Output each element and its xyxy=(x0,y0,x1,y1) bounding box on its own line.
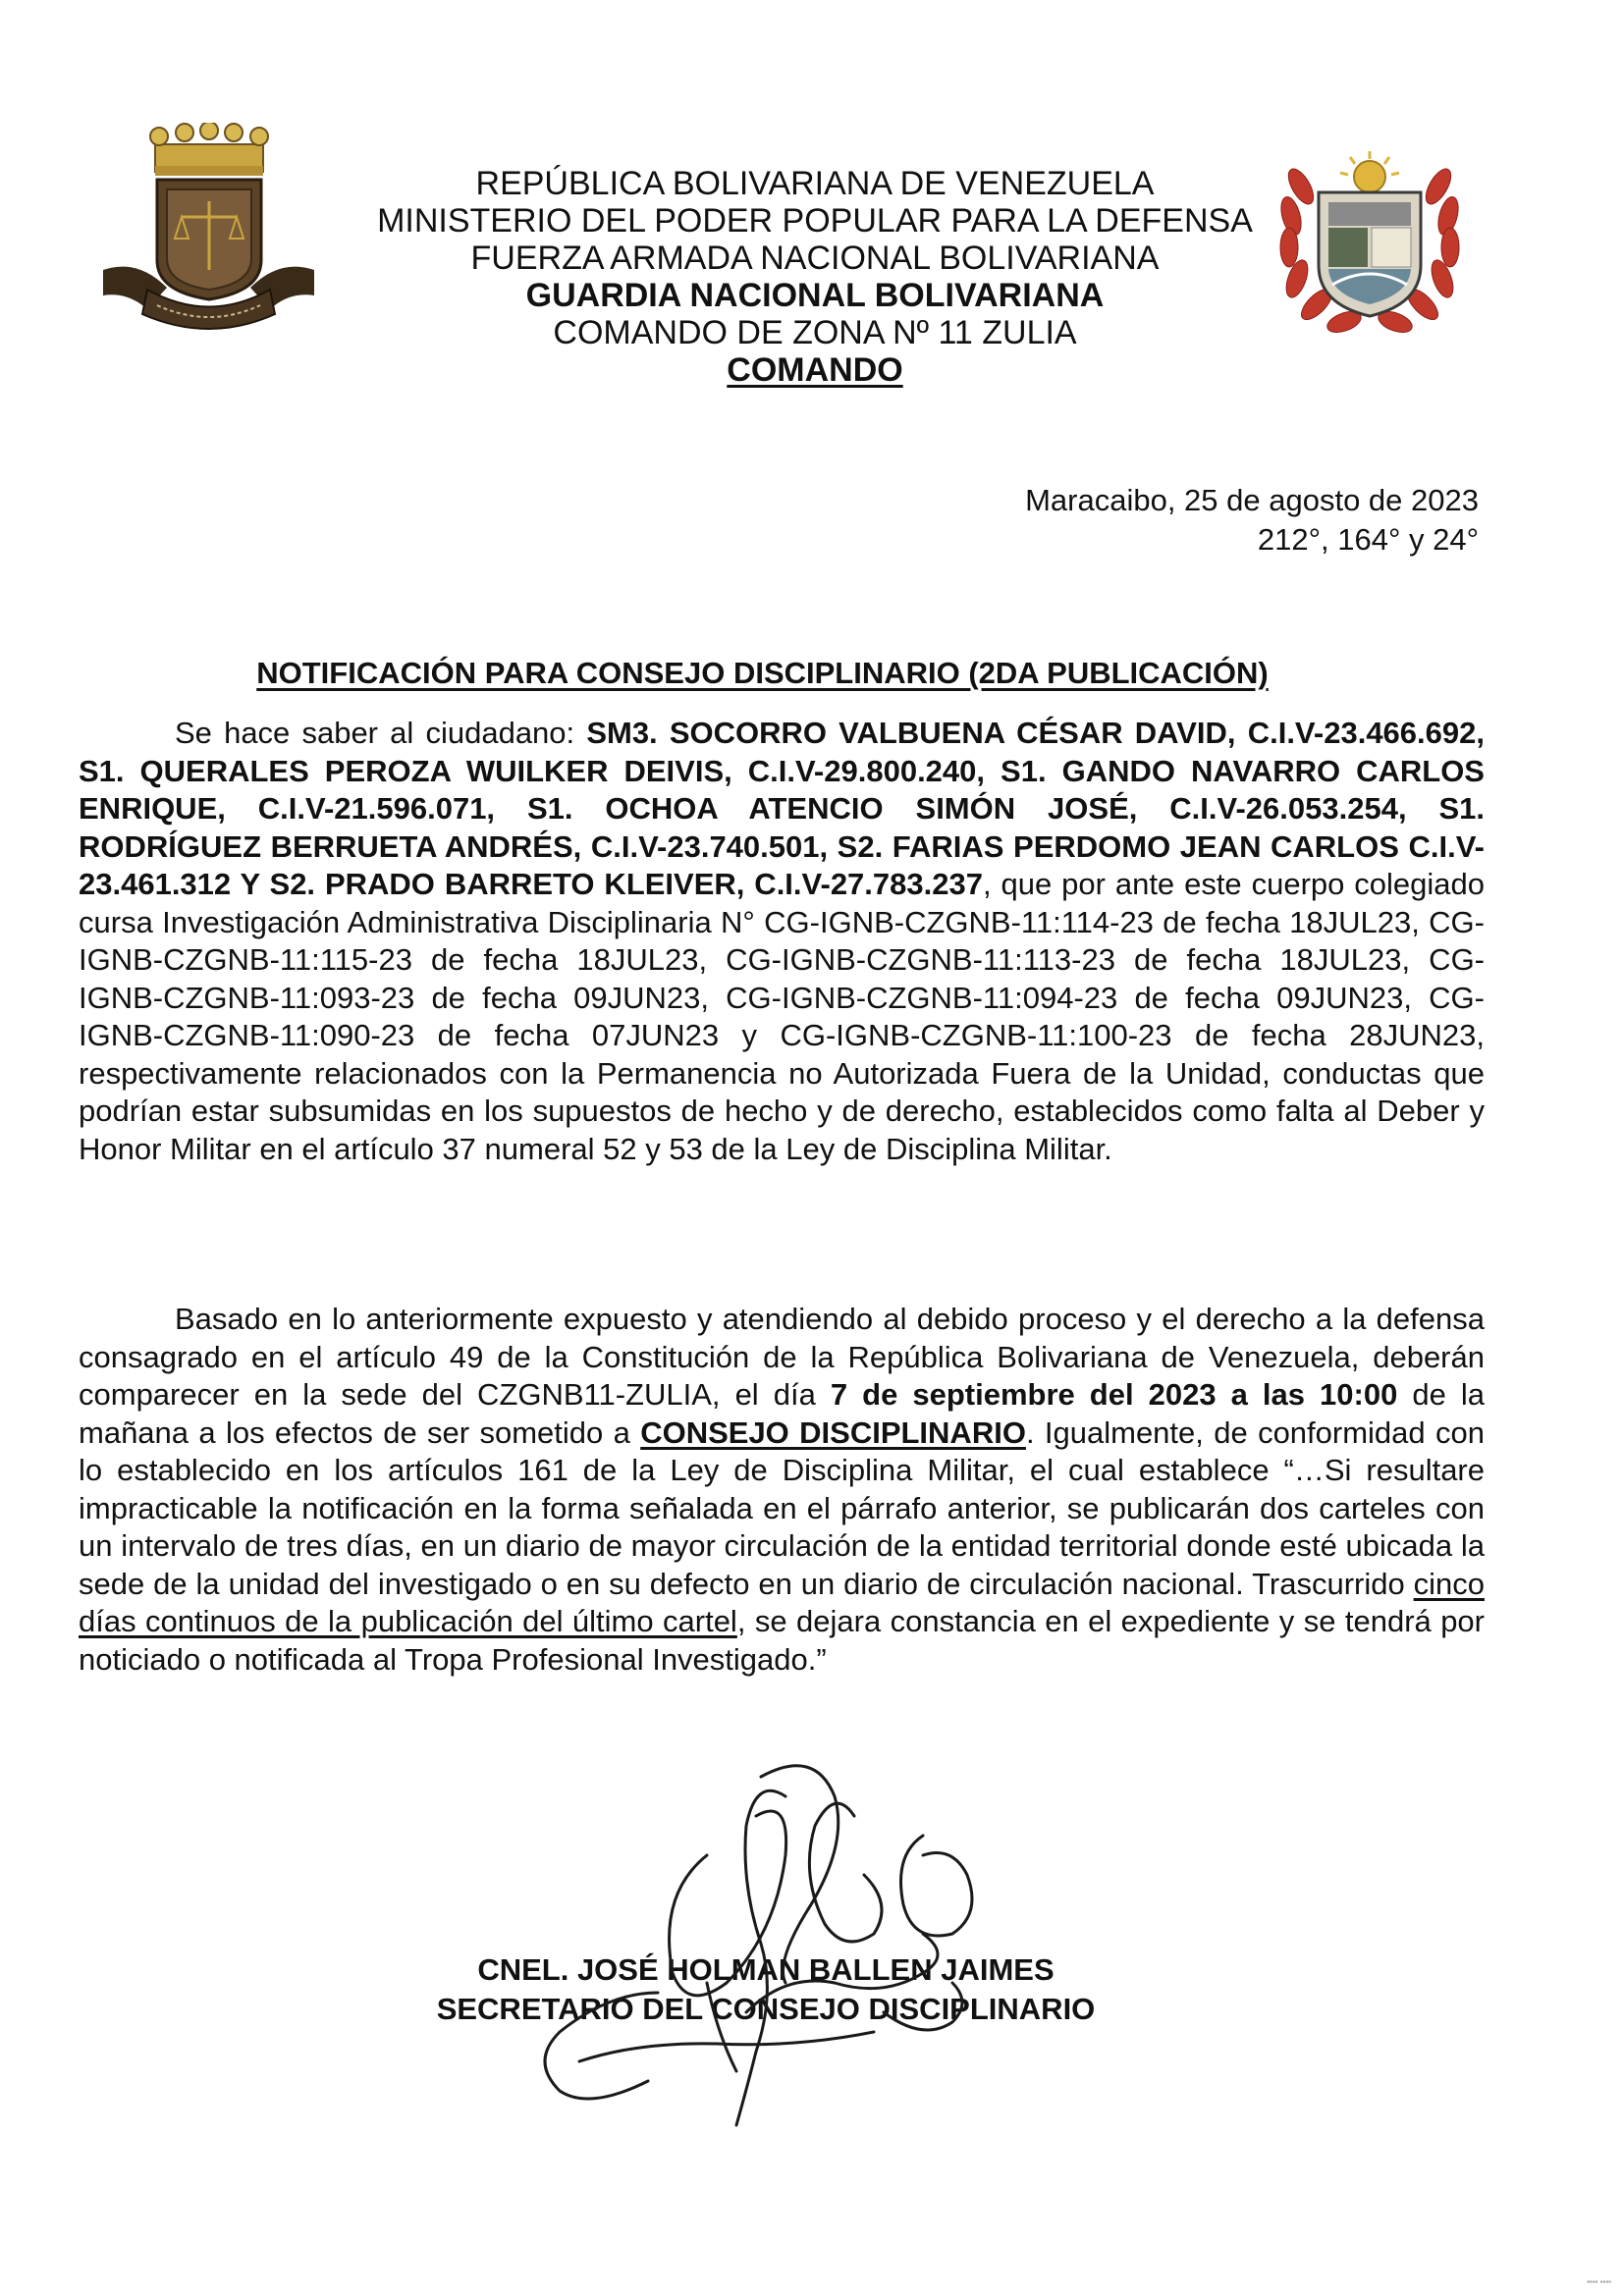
place-date: Maracaibo, 25 de agosto de 2023 xyxy=(1025,483,1479,517)
header-command: COMANDO xyxy=(727,351,903,389)
signer-name: CNEL. JOSÉ HOLMAN BALLEN JAIMES xyxy=(477,1952,1055,1987)
paragraph2-part3: . Igualmente, de conformidad con lo establecido en los artículos 161 de la Ley de Disciplina Militar, el cual establece “…Si resultare impracticable la notificación en la forma señalada en el párrafo anterior, se publicarán dos carteles con un intervalo de tres días, en un diario de mayor circulación de la entidad territorial donde esté ubicada la sede de la unidad del investigado o en su defecto en un diario de circulación nacional. Trascurrido xyxy=(79,1415,1485,1601)
date-block xyxy=(1025,481,1479,560)
letterhead xyxy=(295,165,1335,389)
years-line: 212°, 164° y 24° xyxy=(1257,522,1479,557)
scanner-watermark: ▪▪▪▪ ▪▪▪▪ xyxy=(1587,2277,1611,2286)
paragraph2-part1: Basado en lo anteriormente expuesto y atendiendo al debido proceso y el derecho a la defensa consagrado en el artículo 49 de la Constitución de la República Bolivariana de Venezuela, deberán comparecer en la sede del CZGNB11-ZULIA, el día xyxy=(79,1302,1485,1412)
header-ministry: MINISTERIO DEL PODER POPULAR PARA LA DEFENSA xyxy=(377,202,1253,240)
disciplinary-council: CONSEJO DISCIPLINARIO xyxy=(640,1415,1026,1450)
header-zone-command: COMANDO DE ZONA Nº 11 ZULIA xyxy=(553,314,1077,351)
appointment-date: 7 de septiembre del 2023 a las 10:00 xyxy=(830,1377,1398,1412)
header-armed-forces: FUERZA ARMADA NACIONAL BOLIVARIANA xyxy=(470,240,1160,277)
notification-paragraph xyxy=(79,715,1485,1168)
paragraph1-names: SM3. SOCORRO VALBUENA CÉSAR DAVID, C.I.V-23.466.692, S1. QUERALES PEROZA WUILKER DEIVIS, C.I.V-29.800.240, S1. GANDO NAVARRO CARLOS ENRIQUE, C.I.V-21.596.071, S1. OCHOA ATENCIO SIMÓN JOSÉ, C.I.V-26.053.254, S1. RODRÍGUEZ BERRUETA ANDRÉS, C.I.V-23.740.501, S2. FARIAS PERDOMO JEAN CARLOS C.I.V-23.461.312 Y S2. PRADO BARRETO KLEIVER, C.I.V-27.783.237 xyxy=(79,716,1485,901)
crowned-shield-coat-of-arms-icon xyxy=(98,123,319,334)
handwritten-signature xyxy=(461,1737,1070,2130)
document-title: NOTIFICACIÓN PARA CONSEJO DISCIPLINARIO (2DA PUBLICACIÓN) xyxy=(256,656,1269,690)
summons-paragraph xyxy=(79,1301,1485,1679)
paragraph1-rest: , que por ante este cuerpo colegiado cursa Investigación Administrativa Disciplinaria N° CG-IGNB-CZGNB-11:114-23 de fecha 18JUL23, CG-IGNB-CZGNB-11:115-23 de fecha 18JUL23, CG-IGNB-CZGNB-11:113-23 de fecha 18JUL23, CG-IGNB-CZGNB-11:093-23 de fecha 09JUN23, CG-IGNB-CZGNB-11:094-23 de fecha 09JUN23, CG-IGNB-CZGNB-11:090-23 de fecha 07JUN23 y CG-IGNB-CZGNB-11:100-23 de fecha 28JUN23, respectivamente relacionados con la Permanencia no Autorizada Fuera de la Unidad, conductas que podrían estar subsumidas en los supuestos de hecho y de derecho, establecidos como falta al Deber y Honor Militar en el artículo 37 numeral 52 y 53 de la Ley de Disciplina Militar. xyxy=(79,867,1485,1166)
paragraph1-intro: Se hace saber al ciudadano: xyxy=(175,716,587,750)
signer-role: SECRETARIO DEL CONSEJO DISCIPLINARIO xyxy=(436,1992,1096,2026)
header-national-guard: GUARDIA NACIONAL BOLIVARIANA xyxy=(525,277,1105,314)
paragraph2-part2: de la mañana a los efectos de ser sometido a xyxy=(79,1377,1485,1450)
paragraph2-part4: , se dejara constancia en el expediente y se tendrá por noticiado o notificada al Tropa Profesional Investigado.” xyxy=(79,1604,1485,1677)
signature-block xyxy=(324,1950,1208,2029)
header-country: REPÚBLICA BOLIVARIANA DE VENEZUELA xyxy=(475,165,1155,202)
publication-period: cinco días continuos de la publicación del último cartel xyxy=(79,1566,1485,1638)
